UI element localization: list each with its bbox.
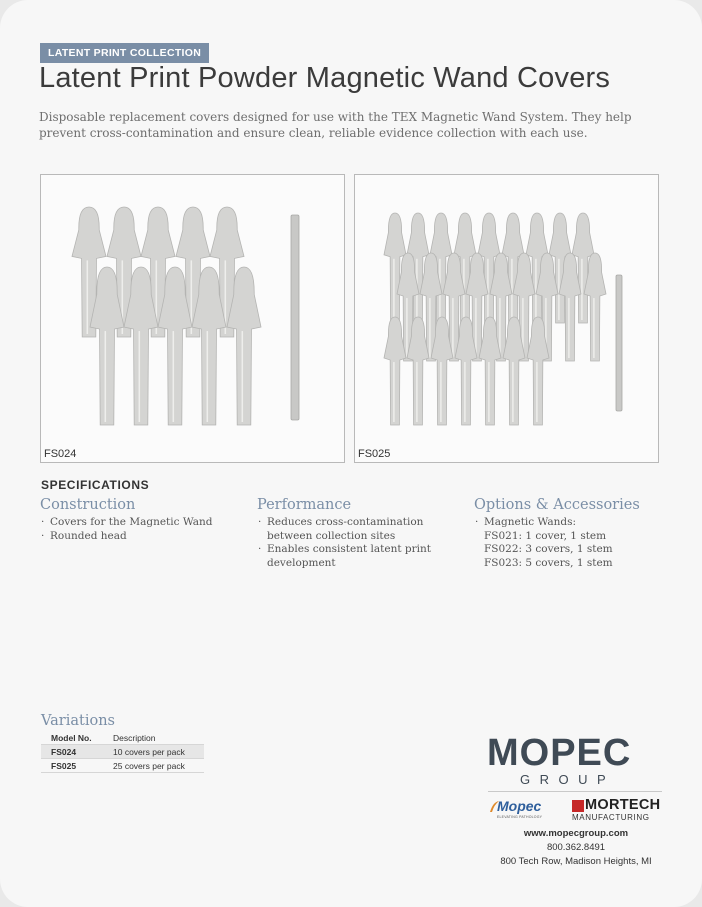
list-item: FS023: 5 covers, 1 stem [484, 556, 613, 569]
construction-column [40, 496, 240, 543]
photo-caption-fs025: FS025 [358, 448, 391, 460]
list-item: · Magnetic Wands: [474, 516, 674, 530]
performance-title: Performance [257, 497, 352, 513]
mortech-wordmark: MORTECH [585, 797, 661, 813]
construction-title: Construction [40, 497, 136, 513]
product-photo-fs025 [354, 174, 659, 463]
model-cell: FS025 [41, 759, 103, 773]
mopec-small-tagline: ELEVATING PATHOLOGY [497, 815, 543, 819]
collection-tag: LATENT PRINT COLLECTION [40, 43, 209, 63]
column-header: Model No. [41, 731, 103, 745]
group-logo-text: GROUP [520, 772, 616, 787]
table-header-row [41, 731, 204, 745]
list-item: FS022: 3 covers, 1 stem [484, 543, 613, 555]
options-column [474, 496, 674, 570]
phone-number: 800.362.8491 [546, 842, 606, 853]
specifications-heading: SPECIFICATIONS [41, 478, 150, 492]
mopec-logo: MOPEC [487, 732, 632, 774]
options-list [474, 516, 674, 570]
variations-title: Variations [41, 713, 115, 729]
website-link[interactable]: www.mopecgroup.com [523, 828, 629, 839]
table-row [41, 745, 204, 759]
mortech-brand-logo [572, 798, 664, 824]
description-cell: 10 covers per pack [103, 745, 204, 759]
list-item: · Enables consistent latent print development [257, 543, 437, 570]
product-photo-fs024 [40, 174, 345, 463]
page-title: Latent Print Powder Magnetic Wand Covers [39, 62, 611, 94]
photo-caption-fs024: FS024 [44, 448, 77, 460]
description-cell: 25 covers per pack [103, 759, 204, 773]
table-row [41, 759, 204, 773]
wand-stem-shape [616, 275, 622, 411]
intro-paragraph: Disposable replacement covers designed for use with the TEX Magnetic Wand System. They help prevent cross-contamination and ensure clean, reliable evidence collection with each use. [39, 110, 632, 140]
list-item: · Reduces cross-contamination between collection sites [257, 516, 437, 543]
mortech-square-icon [572, 800, 584, 812]
mortech-subtitle: MANUFACTURING [572, 813, 650, 822]
wand-stem-shape [291, 215, 299, 420]
mopec-brand-logo [489, 798, 549, 824]
address: 800 Tech Row, Madison Heights, MI [500, 856, 652, 867]
variations-table [41, 731, 204, 773]
wand-covers-image-fs024 [41, 175, 346, 464]
model-cell: FS024 [41, 745, 103, 759]
mopec-small-wordmark: Mopec [497, 798, 542, 814]
list-item: FS021: 1 cover, 1 stem [484, 529, 607, 542]
performance-list [257, 516, 437, 570]
column-header: Description [103, 731, 204, 745]
contact-block [488, 827, 664, 869]
wand-cover-shape [384, 317, 406, 425]
construction-list [40, 516, 240, 543]
options-title: Options & Accessories [474, 497, 640, 513]
wand-covers-image-fs025 [355, 175, 660, 464]
list-item: · Rounded head [40, 530, 240, 544]
list-item: · Covers for the Magnetic Wand [40, 516, 240, 530]
logo-divider [488, 791, 662, 792]
performance-column [257, 496, 437, 570]
